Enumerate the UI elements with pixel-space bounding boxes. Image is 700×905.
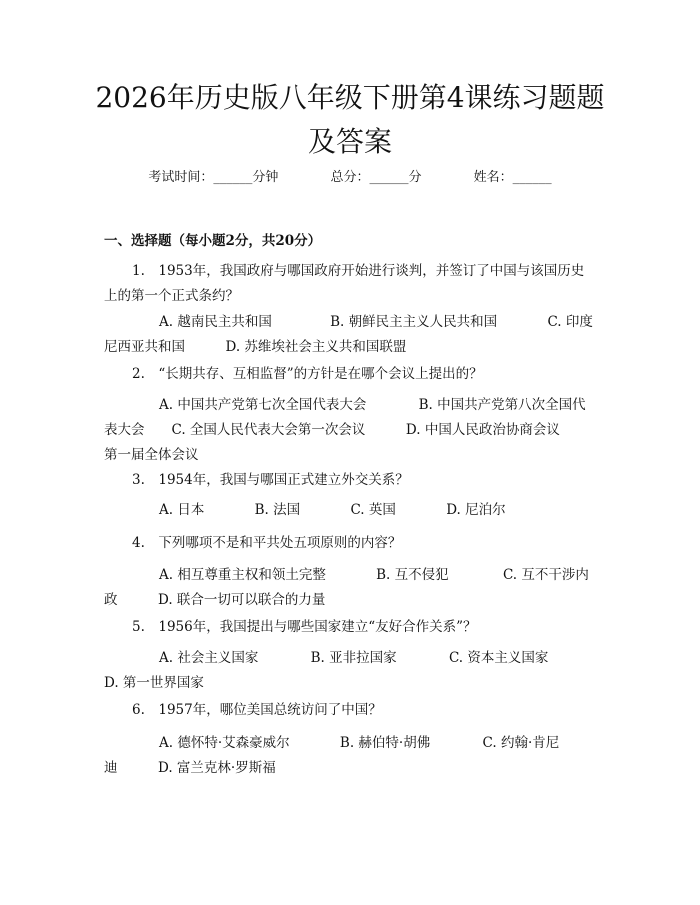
option-a: A. 社会主义国家 (159, 650, 259, 666)
question-6-options (104, 731, 594, 781)
question-4-options (104, 563, 594, 613)
option-a: A. 德怀特·艾森豪威尔 (159, 735, 290, 751)
option-b: B. 朝鲜民主主义人民共和国 (330, 314, 498, 330)
total-score-field: 总分：______分 (330, 170, 422, 185)
option-a: A. 越南民主共和国 (159, 314, 272, 330)
question-4 (104, 531, 594, 556)
option-wrap-line: D. 第一世界国家 (104, 675, 204, 691)
section-heading: 一、选择题（每小题2分，共20分） (104, 233, 322, 249)
question-3-options (104, 498, 594, 523)
question-text: 6. 1957年，哪位美国总统访问了中国？ (132, 702, 382, 718)
document-title: 2026年历史版八年级下册第4课练习题题及答案 (95, 81, 605, 158)
question-2-options (104, 393, 594, 468)
question-text: 4. 下列哪项不是和平共处五项原则的内容？ (132, 535, 402, 551)
option-c: C. 互不干涉内 (502, 567, 589, 583)
question-2 (104, 362, 594, 387)
question-text: 1. 1953年，我国政府与哪国政府开始进行谈判，并签订了中国与该国历史上的第一个正式条约？ (104, 263, 585, 304)
question-text: 3. 1954年，我国与哪国正式建立外交关系？ (132, 472, 409, 488)
question-6 (104, 698, 594, 723)
option-wrap-line: 政 D. 联合一切可以联合的力量 (104, 592, 326, 608)
option-d: D. 尼泊尔 (446, 502, 506, 518)
option-c: C. 约翰·肯尼 (482, 735, 560, 751)
student-name-field: 姓名：______ (473, 170, 552, 185)
option-c: C. 英国 (350, 502, 396, 518)
option-b: B. 中国共产党第八次全国代 (418, 397, 586, 413)
exam-info-line (0, 168, 700, 188)
option-b: B. 赫伯特·胡佛 (339, 735, 431, 751)
option-wrap-line: 迪 D. 富兰克林·罗斯福 (104, 760, 276, 776)
question-1-options (104, 310, 594, 360)
option-c: C. 印度 (547, 314, 593, 330)
option-a: A. 日本 (159, 502, 205, 518)
option-b: B. 亚非拉国家 (310, 650, 397, 666)
option-a: A. 相互尊重主权和领土完整 (159, 567, 326, 583)
exam-time-field: 考试时间：______分钟 (148, 170, 279, 185)
question-1 (104, 259, 594, 309)
question-5-options (104, 646, 594, 696)
option-c: C. 资本主义国家 (448, 650, 549, 666)
option-b: B. 互不侵犯 (376, 567, 449, 583)
option-b: B. 法国 (254, 502, 301, 518)
option-wrap-line: 第一届全体会议 (104, 447, 199, 463)
question-text: 2. “长期共存、互相监督”的方针是在哪个会议上提出的？ (132, 366, 483, 382)
question-text: 5. 1956年，我国提出与哪些国家建立“友好合作关系”？ (132, 619, 477, 635)
question-3 (104, 468, 594, 493)
option-a: A. 中国共产党第七次全国代表大会 (159, 397, 367, 413)
question-5 (104, 615, 594, 640)
option-wrap-line: 尼西亚共和国 D. 苏维埃社会主义共和国联盟 (104, 339, 407, 355)
option-wrap-line: 表大会 C. 全国人民代表大会第一次会议 D. 中国人民政治协商会议 (104, 422, 560, 438)
